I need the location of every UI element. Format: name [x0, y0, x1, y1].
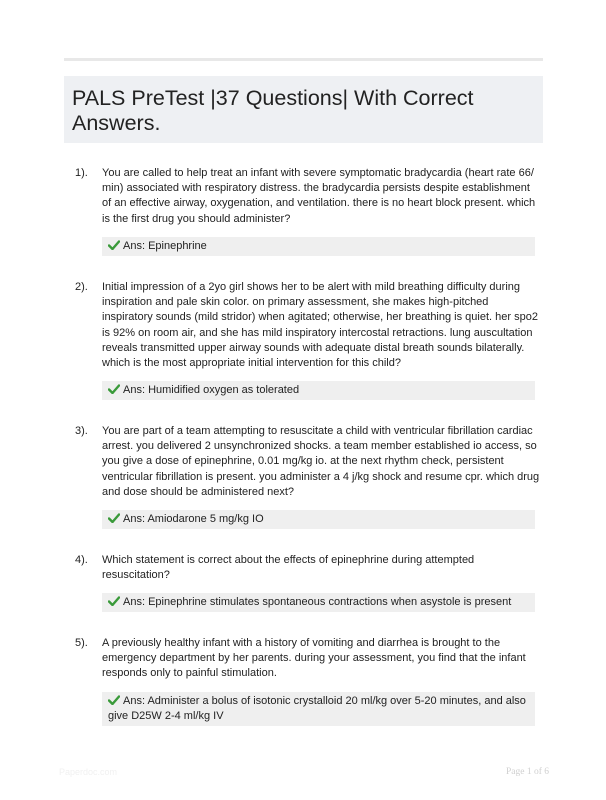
question-text: You are called to help treat an infant with severe symptomatic bradycardia (heart rate 66/ min) associated with respiratory distress. the bradycardia persists despite establishment of an effective airway, oxygenation, and ventilation. there is no heart block present. which is the first drug you should administer? [102, 167, 536, 225]
question-text: Which statement is correct about the effects of epinephrine during attempted resuscitation? [102, 554, 475, 582]
question-number: 2). [75, 281, 88, 293]
check-icon [108, 695, 120, 705]
check-icon [108, 596, 120, 606]
check-icon [108, 513, 120, 523]
answer-text: Ans: Administer a bolus of isotonic crystalloid 20 ml/kg over 5-20 minutes, and also give D25W 2-4 ml/kg IV [108, 695, 526, 723]
title-box [64, 76, 543, 143]
answer-text: Ans: Epinephrine stimulates spontaneous contractions when asystole is present [123, 596, 512, 608]
check-icon [108, 240, 120, 250]
answer-text: Ans: Epinephrine [123, 240, 207, 252]
answer-box [102, 237, 535, 256]
question-number: 3). [75, 425, 88, 437]
answer-text: Ans: Amiodarone 5 mg/kg IO [123, 513, 264, 525]
answer-box [102, 692, 535, 726]
answer-box [102, 593, 535, 612]
check-icon [108, 384, 120, 394]
question-text: A previously healthy infant with a history of vomiting and diarrhea is brought to the emergency department by her parents. during your assessment, you find that the infant responds only to painful stimulation. [102, 637, 526, 680]
answer-text: Ans: Humidified oxygen as tolerated [123, 384, 300, 396]
question-number: 1). [75, 167, 88, 179]
page-title: PALS PreTest |37 Questions| With Correct Answers. [72, 86, 474, 135]
answer-box [102, 510, 535, 529]
question-text: Initial impression of a 2yo girl shows her to be alert with mild breathing difficulty during inspiration and pale skin color. on primary assessment, she makes high-pitched inspiratory sounds (mild stridor) when agitated; otherwise, her breathing is quiet. her spo2 is 92% on room air, and she has mild inspiratory intercostal retractions. lung auscultation reveals transmitted upper airway sounds with adequate distal breath sounds bilaterally. which is the most appropriate initial intervention for this child? [102, 281, 538, 370]
question-number: 5). [75, 637, 88, 649]
top-divider [64, 58, 543, 61]
footer-watermark: Paperdoc.com [59, 767, 118, 777]
question-number: 4). [75, 554, 88, 566]
question-text: You are part of a team attempting to resuscitate a child with ventricular fibrillation cardiac arrest. you delivered 2 unsynchronized shocks. a team member established io access, so you give a dose of epinephrine, 0.01 mg/kg io. at the next rhythm check, persistent ventricular fibrillation is present. you administer a 4 j/kg shock and resume cpr. which drug and dose should be administered next? [102, 425, 540, 498]
answer-box [102, 381, 535, 400]
page-number: Page 1 of 6 [505, 767, 549, 777]
